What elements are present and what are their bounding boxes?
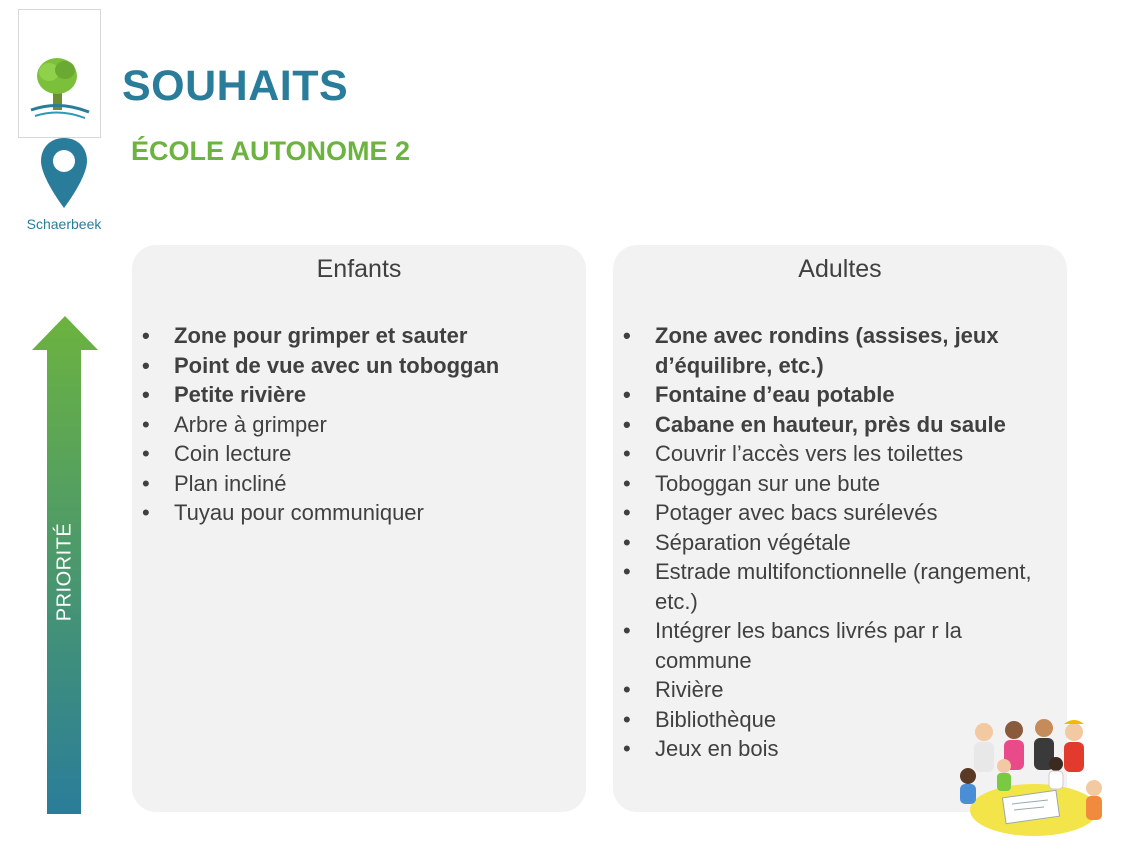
children-list — [132, 321, 570, 528]
adults-panel-heading: Adultes — [798, 255, 882, 283]
list-item: • Toboggan sur une bute — [613, 469, 1051, 499]
list-item: • Couvrir l’accès vers les toilettes — [613, 439, 1051, 469]
list-item: • Petite rivière — [132, 380, 570, 410]
list-item: • Bibliothèque — [613, 705, 1051, 735]
logo-box — [18, 9, 101, 138]
list-item: • Jeux en bois — [613, 734, 1051, 764]
children-panel — [132, 245, 586, 812]
people-around-table-illustration — [952, 714, 1112, 842]
map-pin-icon — [38, 136, 90, 210]
list-item: • Plan incliné — [132, 469, 570, 499]
list-item: • Zone avec rondins (assises, jeux d’équilibre, etc.) — [613, 321, 1051, 380]
location-label: Schaerbeek — [26, 216, 102, 232]
list-item: • Potager avec bacs surélevés — [613, 498, 1051, 528]
list-item: • Estrade multifonctionnelle (rangement, etc.) — [613, 557, 1051, 616]
list-item: • Fontaine d’eau potable — [613, 380, 1051, 410]
list-item: • Cabane en hauteur, près du saule — [613, 410, 1051, 440]
priority-label: PRIORITÉ — [53, 522, 76, 622]
list-item: • Rivière — [613, 675, 1051, 705]
page-title: SOUHAITS — [122, 62, 349, 110]
list-item: • Intégrer les bancs livrés par r la commune — [613, 616, 1051, 675]
adults-list — [613, 321, 1051, 764]
list-item: • Coin lecture — [132, 439, 570, 469]
children-panel-heading: Enfants — [316, 255, 402, 283]
list-item: • Zone pour grimper et sauter — [132, 321, 570, 351]
list-item: • Tuyau pour communiquer — [132, 498, 570, 528]
list-item: • Arbre à grimper — [132, 410, 570, 440]
tree-logo-icon — [29, 50, 91, 124]
page-subtitle: ÉCOLE AUTONOME 2 — [131, 136, 411, 166]
list-item: • Séparation végétale — [613, 528, 1051, 558]
list-item: • Point de vue avec un toboggan — [132, 351, 570, 381]
